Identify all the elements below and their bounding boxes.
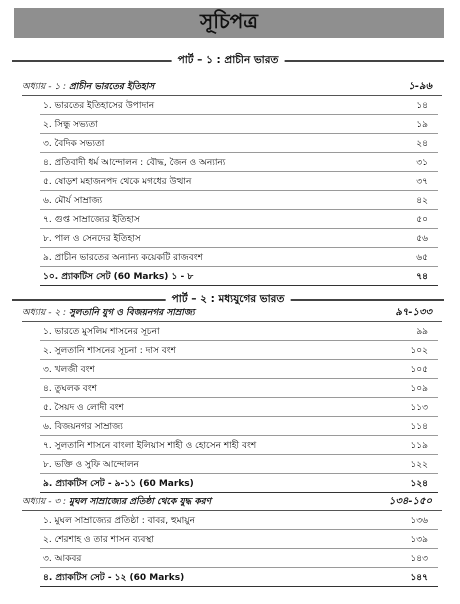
toc-row[interactable] (40, 437, 438, 455)
toc-row-practice[interactable] (40, 268, 438, 286)
toc-row-title: ৬. মৌর্য সাম্রাজ্য (43, 196, 103, 206)
row-divider (40, 228, 438, 229)
chapter-underline (22, 95, 442, 96)
row-divider (40, 340, 438, 341)
row-divider (40, 152, 438, 153)
toc-row-page: ১২৪ (410, 479, 428, 489)
toc-row-title: ৫. সৈয়দ ও লোদী বংশ (43, 403, 124, 413)
chapter-underline (22, 321, 442, 322)
toc-row-title: ৪. প্র্যাকটিস সেট - ১২ (60 Marks) (43, 573, 185, 583)
chapter-heading-3[interactable] (22, 495, 442, 509)
toc-row-page: ২৪ (416, 139, 428, 149)
row-divider (40, 454, 438, 455)
toc-row[interactable] (40, 211, 438, 229)
toc-row[interactable] (40, 154, 438, 172)
toc-row-title: ৬. বিজয়নগর সাম্রাজ্য (43, 422, 123, 432)
chapter-heading-1[interactable] (22, 80, 442, 94)
row-divider (40, 492, 438, 493)
toc-row-title: ২. সুলতানি শাসনের সূচনা : দাস বংশ (43, 346, 176, 356)
row-divider (40, 435, 438, 436)
toc-row-page: ৯৯ (416, 327, 428, 337)
toc-row-title: ২. সিন্ধু সভ্যতা (43, 120, 98, 130)
row-divider (40, 359, 438, 360)
chapter-pages: ৯৭-১৩৩ (395, 307, 432, 318)
toc-row[interactable] (40, 249, 438, 267)
part-divider-1 (12, 53, 444, 67)
row-divider (40, 397, 438, 398)
toc-row-title: ৪. তুঘলক বংশ (43, 384, 97, 394)
toc-row-page: ১২২ (410, 460, 428, 470)
toc-row-page: ১১৪ (410, 422, 428, 432)
chapter-title (22, 306, 195, 320)
row-divider (40, 171, 438, 172)
toc-row[interactable] (40, 512, 438, 530)
toc-row-page: ৫৬ (416, 234, 428, 244)
toc-row-title: ৩. আকবর (43, 554, 82, 564)
chapter-name: প্রাচীন ভারতের ইতিহাস (68, 82, 155, 92)
chapter-prefix: অধ্যায় - ৩ : (22, 497, 67, 507)
toc-row-page: ৩১ (416, 158, 428, 168)
toc-row-title: ১. ভারতের ইতিহাসের উপাদান (43, 101, 155, 111)
chapter-heading-2[interactable] (22, 306, 442, 320)
toc-row-page: ১১৯ (410, 441, 428, 451)
toc-row[interactable] (40, 230, 438, 248)
toc-row-title: ১০. প্র্যাকটিস সেট (60 Marks) ১ - ৮ (43, 272, 194, 282)
toc-row-page: ১০৫ (410, 365, 428, 375)
part-label: পার্ট – ২ : মধ্যযুগের ভারত (166, 292, 291, 306)
toc-row-practice[interactable] (40, 569, 438, 587)
row-divider (40, 133, 438, 134)
toc-row-page: ১১৩ (410, 403, 428, 413)
row-divider (40, 529, 438, 530)
part-divider-2 (12, 292, 444, 306)
toc-row-title: ৮. ভক্তি ও সুফি আন্দোলন (43, 460, 139, 470)
toc-row[interactable] (40, 192, 438, 210)
toc-row-title: ৮. পাল ও সেনদের ইতিহাস (43, 234, 141, 244)
chapter-underline (22, 510, 442, 511)
toc-row-title: ৩. বৈদিক সভ্যতা (43, 139, 105, 149)
row-divider (40, 567, 438, 568)
row-divider (40, 586, 438, 587)
toc-row-page: ৬৫ (416, 253, 428, 263)
toc-row-title: ৪. প্রতিবাদী ধর্ম আন্দোলন : বৌদ্ধ, জৈন ও অন্যান্য (43, 158, 226, 168)
toc-row-page: ১৩৬ (410, 516, 428, 526)
chapter-prefix: অধ্যায় - ২ : (22, 308, 67, 318)
toc-row[interactable] (40, 323, 438, 341)
toc-row-page: ১০২ (410, 346, 428, 356)
toc-row[interactable] (40, 361, 438, 379)
page-title: সূচিপত্র (200, 8, 258, 33)
toc-row[interactable] (40, 531, 438, 549)
toc-row[interactable] (40, 342, 438, 360)
row-divider (40, 416, 438, 417)
toc-row[interactable] (40, 380, 438, 398)
toc-row[interactable] (40, 550, 438, 568)
row-divider (40, 209, 438, 210)
toc-row-page: ১৪৭ (410, 573, 428, 583)
chapter-prefix: অধ্যায় - ১ : (22, 82, 67, 92)
toc-row[interactable] (40, 116, 438, 134)
row-divider (40, 266, 438, 267)
toc-row-page: ৪২ (416, 196, 428, 206)
chapter-name: মুঘল সাম্রাজ্যের প্রতিষ্ঠা থেকে যুদ্ধ করণ (68, 497, 212, 507)
toc-row-title: ৯. প্রাচীন ভারতের অন্যান্য কয়েকটি রাজবংশ (43, 253, 203, 263)
toc-row-page: ১০৯ (410, 384, 428, 394)
toc-row-title: ৫. ষোড়শ মহাজনপদ থেকে মগধের উত্থান (43, 177, 192, 187)
toc-row[interactable] (40, 399, 438, 417)
chapter-name: সুলতানি যুগ ও বিজয়নগর সাম্রাজ্য (68, 308, 195, 318)
toc-row-page: ১৪ (416, 101, 428, 111)
row-divider (40, 114, 438, 115)
row-divider (40, 247, 438, 248)
row-divider (40, 378, 438, 379)
chapter-title (22, 495, 211, 509)
chapter-pages: ১৩৪-১৫০ (388, 496, 432, 507)
toc-row-title: ৩. খলজী বংশ (43, 365, 95, 375)
toc-row-practice[interactable] (40, 475, 438, 493)
toc-row[interactable] (40, 173, 438, 191)
toc-row-page: ৫০ (416, 215, 428, 225)
chapter-title (22, 80, 154, 94)
toc-row[interactable] (40, 97, 438, 115)
toc-row-title: ৯. প্র্যাকটিস সেট - ৯-১১ (60 Marks) (43, 479, 194, 489)
toc-row-title: ৭. সুলতানি শাসনে বাংলা ইলিয়াস শাহী ও হোসেন শাহী বংশ (43, 441, 257, 451)
toc-row-page: ১৯ (416, 120, 428, 130)
row-divider (40, 548, 438, 549)
toc-row-title: ১. মুঘল সাম্রাজ্যের প্রতিষ্ঠা : বাবর, হুমায়ুন (43, 516, 195, 526)
toc-row-page: ৩৭ (416, 177, 428, 187)
row-divider (40, 285, 438, 286)
title-banner (14, 8, 444, 38)
toc-row-title: ২. শেরশাহ ও তার শাসন ব্যবস্থা (43, 535, 154, 545)
toc-row[interactable] (40, 135, 438, 153)
row-divider (40, 190, 438, 191)
toc-row-page: ১৩৯ (410, 535, 428, 545)
toc-row-title: ৭. গুপ্ত সাম্রাজ্যের ইতিহাস (43, 215, 140, 225)
toc-row-title: ১. ভারতে মুসলিম শাসনের সূচনা (43, 327, 160, 337)
toc-row-page: ১৪৩ (410, 554, 428, 564)
row-divider (40, 473, 438, 474)
toc-row[interactable] (40, 456, 438, 474)
part-label: পার্ট – ১ : প্রাচীন ভারত (172, 53, 285, 67)
chapter-pages: ১-৯৬ (408, 81, 432, 92)
toc-row[interactable] (40, 418, 438, 436)
toc-row-page: ৭৪ (416, 272, 428, 282)
